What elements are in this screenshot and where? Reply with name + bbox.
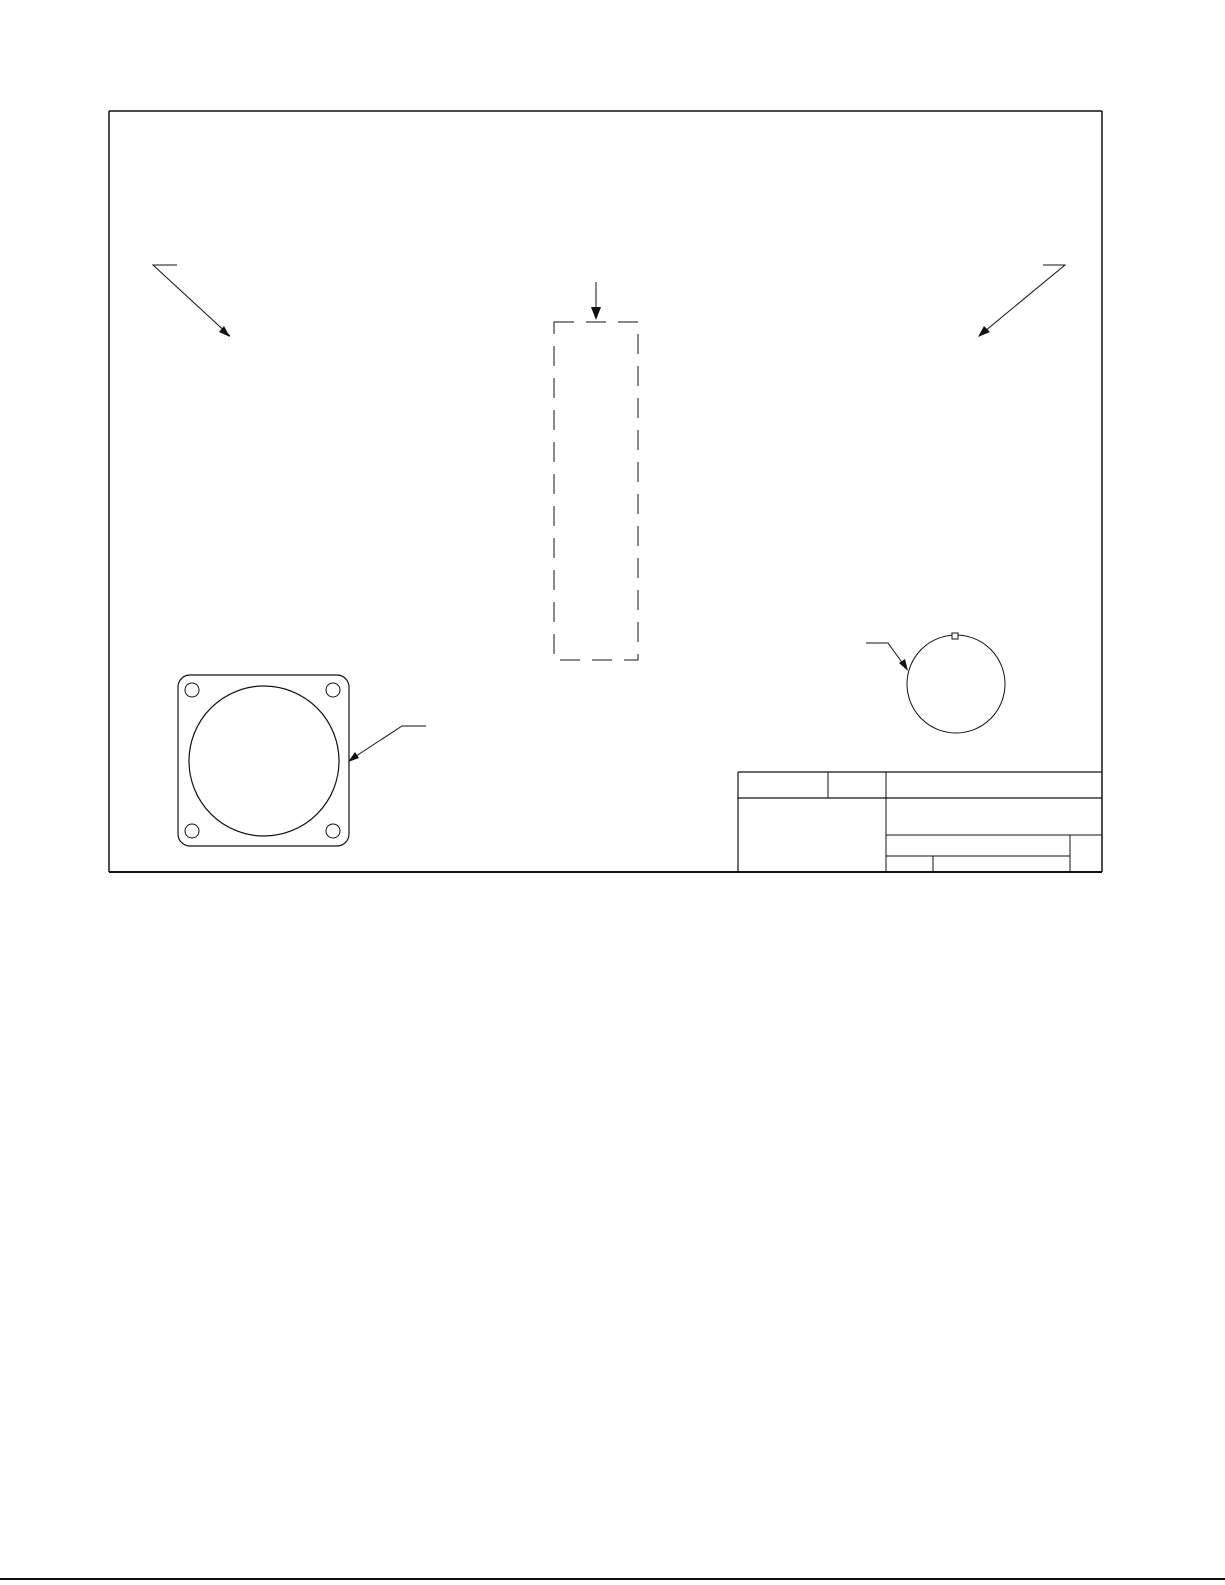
right-view-leader	[866, 643, 906, 668]
cable-arrowhead	[591, 307, 601, 320]
left-view-leader	[350, 726, 426, 760]
right-connector-arrowhead	[978, 326, 990, 337]
page-bottom-rule	[0, 1578, 1225, 1580]
mounting-hole-top-left	[185, 683, 199, 697]
title-block	[738, 772, 1102, 872]
mounting-hole-bottom-left	[185, 824, 199, 838]
pin-connector-face	[189, 686, 339, 836]
left-connector-leader	[153, 265, 230, 336]
mounting-hole-top-right	[326, 683, 340, 697]
pin-connector-flange	[178, 675, 349, 846]
right-connector-leader	[979, 265, 1065, 336]
mounting-hole-bottom-right	[326, 824, 340, 838]
left-view-arrowhead	[348, 752, 359, 762]
socket-key-notch	[952, 633, 958, 639]
cable-jacket-dashed-box	[554, 322, 638, 660]
socket-connector-face	[907, 635, 1005, 733]
